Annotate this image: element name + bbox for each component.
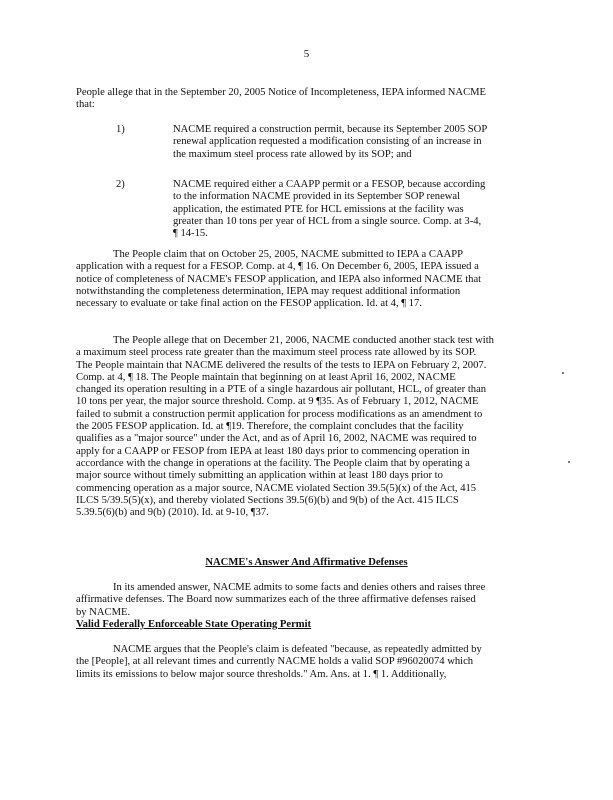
- list-number: 2): [116, 179, 125, 190]
- text-line: The People allege that on December 21, 2006, NACME conducted another stack test with: [113, 335, 494, 346]
- text-line: Comp. at 4, ¶ 18. The People maintain that beginning on at least April 16, 2002, NACME: [76, 371, 456, 383]
- text-line: notice of completeness of NACME's FESOP application, and IEPA also informed NACME that: [76, 273, 482, 285]
- paragraph: [76, 582, 536, 619]
- paragraph: [76, 249, 536, 310]
- scan-speck: [568, 461, 570, 463]
- text-line: NACME argues that the People's claim is defeated "because, as repeatedly admitted by: [113, 644, 482, 655]
- text-line: the [People], at all relevant times and currently NACME holds a valid SOP #96020074 which: [76, 656, 474, 668]
- text-line: application with a request for a FESOP. Comp. at 4, ¶ 16. On December 6, 2005, IEPA issued a: [76, 261, 479, 273]
- text-line: People allege that in the September 20, 2005 Notice of Incompleteness, IEPA informed NACME: [76, 87, 487, 98]
- text-line: The People claim that on October 25, 2005, NACME submitted to IEPA a CAAPP: [113, 249, 464, 260]
- paragraph: [76, 644, 536, 681]
- section-heading: NACME's Answer And Affirmative Defenses: [205, 557, 408, 568]
- text-line: In its amended answer, NACME admits to some facts and denies others and raises three: [113, 582, 486, 593]
- text-line: The People maintain that NACME delivered the results of the tests to IEPA on February 2, 2007.: [76, 359, 487, 371]
- text-line: ILCS 5/39.5(5)(x), and thereby violated Sections 39.5(6)(b) and 9(b) of the Act. 415 ILCS: [76, 494, 459, 506]
- text-line: major source without timely submitting an application within at least 180 days prior to: [76, 470, 443, 482]
- text-line: changed its operation resulting in a PTE of a single hazardous air pollutant, HCL, of greater than: [76, 384, 487, 396]
- text-line: ¶ 14-15.: [173, 228, 208, 240]
- text-line: apply for a CAAPP or FESOP from IEPA at least 180 days prior to commencing operation in: [76, 445, 470, 457]
- subsection-heading: Valid Federally Enforceable State Operating Permit: [76, 619, 312, 630]
- text-line: qualifies as a "major source" under the Act, and as of April 16, 2002, NACME was required to: [76, 433, 477, 445]
- text-line: affirmative defenses. The Board now summarizes each of the three affirmative defenses raised: [76, 594, 476, 606]
- list-number: 1): [116, 124, 125, 135]
- text-line: application, the estimated PTE for HCL emissions at the facility was: [173, 203, 464, 215]
- text-line: NACME required a construction permit, because its September 2005 SOP: [173, 124, 488, 135]
- text-line: a maximum steel process rate greater than the maximum steel process rate allowed by its SOP.: [76, 347, 477, 359]
- text-line: accordance with the change in operations at the facility. The People claim that by operating a: [76, 457, 470, 469]
- text-line: limits its emissions to below major source thresholds." Am. Ans. at 1. ¶ 1. Additionally,: [76, 668, 447, 680]
- text-line: the 2005 FESOP application. Id. at ¶19. Therefore, the complaint concludes that the facility: [76, 421, 464, 433]
- text-line: that:: [76, 99, 95, 111]
- text-line: 5.39.5(6)(b) and 9(b) (2010). Id. at 9-10, ¶37.: [76, 507, 269, 519]
- list-item: [173, 179, 518, 240]
- text-line: greater than 10 tons per year of HCL from a single source. Comp. at 3-4,: [173, 215, 482, 227]
- text-line: to the information NACME provided in its September SOP renewal: [173, 191, 461, 203]
- text-line: NACME required either a CAAPP permit or a FESOP, because according: [173, 179, 486, 190]
- intro-paragraph: [76, 87, 535, 112]
- list-item: [173, 124, 513, 161]
- text-line: commencing operation as a major source, NACME violated Section 39.5(5)(x) of the Act, 415: [76, 482, 477, 494]
- text-line: failed to submit a construction permit application for process modifications as an amendment to: [76, 408, 483, 420]
- text-line: the maximum steel process rate allowed by its SOP; and: [173, 148, 412, 160]
- page-number: 5: [303, 48, 310, 60]
- text-line: by NACME.: [76, 606, 131, 618]
- paragraph: [76, 335, 536, 519]
- text-line: 10 tons per year, the major source threshold. Comp. at 9 ¶35. As of February 1, 2012, NACME: [76, 396, 479, 408]
- text-line: renewal application requested a modification consisting of an increase in: [173, 136, 482, 148]
- text-line: necessary to evaluate or take final action on the FESOP application. Id. at 4, ¶ 17.: [76, 298, 422, 310]
- text-line: notwithstanding the completeness determination, IEPA may request additional information: [76, 285, 461, 297]
- scan-speck: [562, 372, 564, 374]
